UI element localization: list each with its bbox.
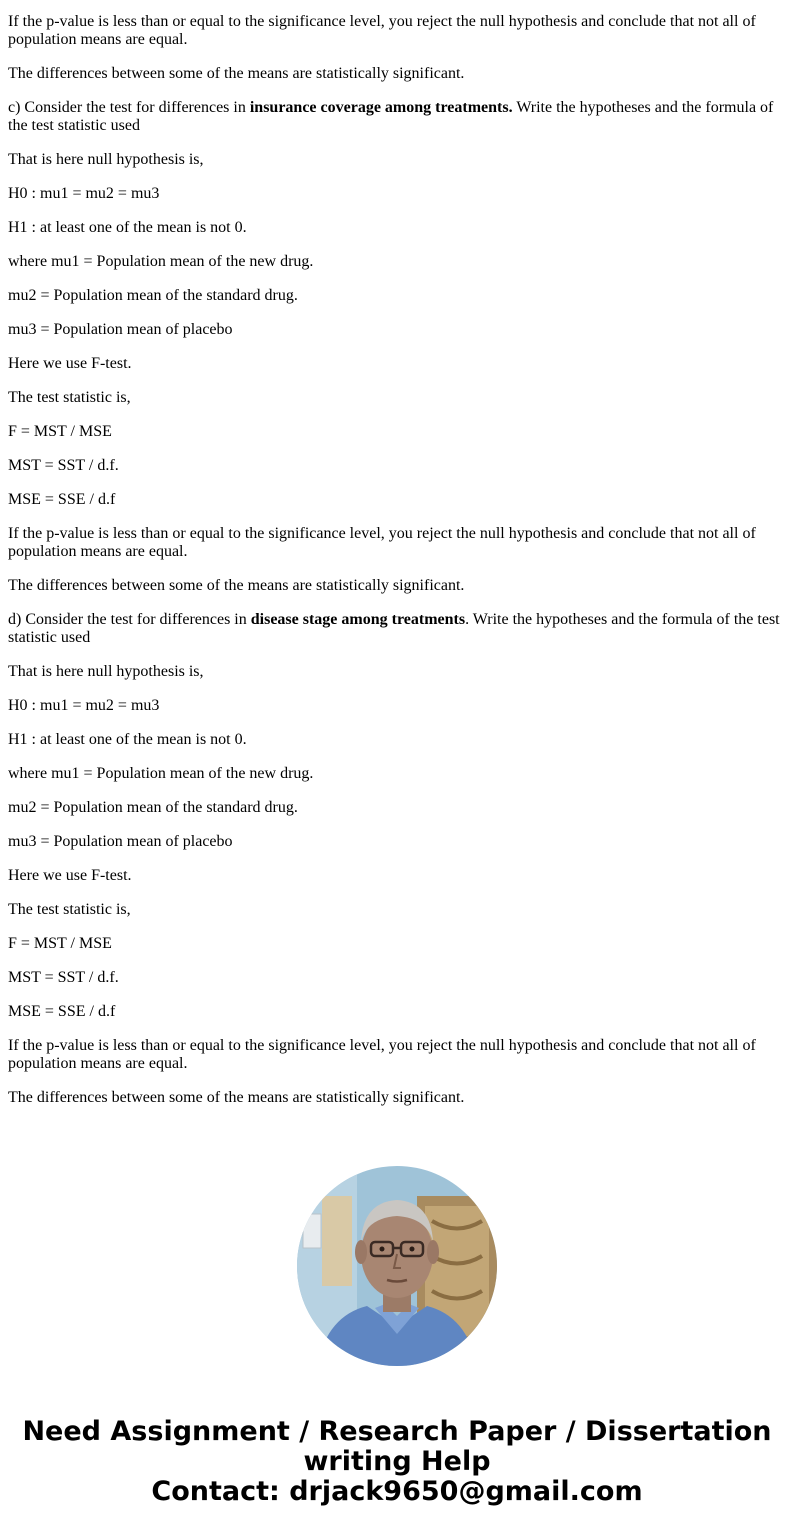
paragraph: mu2 = Population mean of the standard drug. [8,287,298,304]
paragraph: F = MST / MSE [8,423,112,440]
question-text: d) Consider the test for differences in [8,611,251,628]
paragraph: mu3 = Population mean of placebo [8,321,233,338]
question-text: c) Consider the test for differences in [8,99,250,116]
paragraph: where mu1 = Population mean of the new drug. [8,765,314,782]
footer-contact: Contact: drjack9650@gmail.com [151,1476,643,1507]
question-text: . Write the hypotheses and the formula of the test statistic used [8,611,780,646]
paragraph: H0 : mu1 = mu2 = mu3 [8,697,160,714]
answer-content [0,13,794,1107]
paragraph: If the p-value is less than or equal to the significance level, you reject the null hypothesis and conclude that not all of population means are equal. [8,1037,756,1072]
paragraph: MSE = SSE / d.f [8,491,116,508]
paragraph: That is here null hypothesis is, [8,151,204,168]
paragraph: If the p-value is less than or equal to the significance level, you reject the null hypothesis and conclude that not all of population means are equal. [8,525,756,560]
paragraph: mu2 = Population mean of the standard drug. [8,799,298,816]
paragraph: where mu1 = Population mean of the new drug. [8,253,314,270]
paragraph: That is here null hypothesis is, [8,663,204,680]
question-d [8,611,786,647]
paragraph: H1 : at least one of the mean is not 0. [8,219,247,236]
paragraph: The differences between some of the means are statistically significant. [8,1089,465,1106]
paragraph: H0 : mu1 = mu2 = mu3 [8,185,160,202]
author-photo [297,1166,497,1366]
contact-footer [0,1417,794,1507]
paragraph: MST = SST / d.f. [8,969,119,986]
paragraph: mu3 = Population mean of placebo [8,833,233,850]
author-photo-image [297,1166,497,1366]
question-text: Write the hypotheses and the formula of the test statistic used [8,99,774,134]
paragraph: The test statistic is, [8,901,131,918]
question-emphasis: insurance coverage among treatments. [249,99,513,116]
paragraph: The differences between some of the means are statistically significant. [8,65,465,82]
paragraph: F = MST / MSE [8,935,112,952]
footer-line: writing Help [303,1446,491,1477]
question-c [8,99,786,135]
question-emphasis: disease stage among treatments [250,611,466,628]
paragraph: If the p-value is less than or equal to the significance level, you reject the null hypothesis and conclude that not all of population means are equal. [8,13,756,48]
paragraph: MST = SST / d.f. [8,457,119,474]
paragraph: Here we use F-test. [8,355,132,372]
paragraph: MSE = SSE / d.f [8,1003,116,1020]
footer-line: Need Assignment / Research Paper / Dissertation [22,1416,772,1447]
paragraph: The differences between some of the means are statistically significant. [8,577,465,594]
paragraph: Here we use F-test. [8,867,132,884]
paragraph: H1 : at least one of the mean is not 0. [8,731,247,748]
paragraph: The test statistic is, [8,389,131,406]
